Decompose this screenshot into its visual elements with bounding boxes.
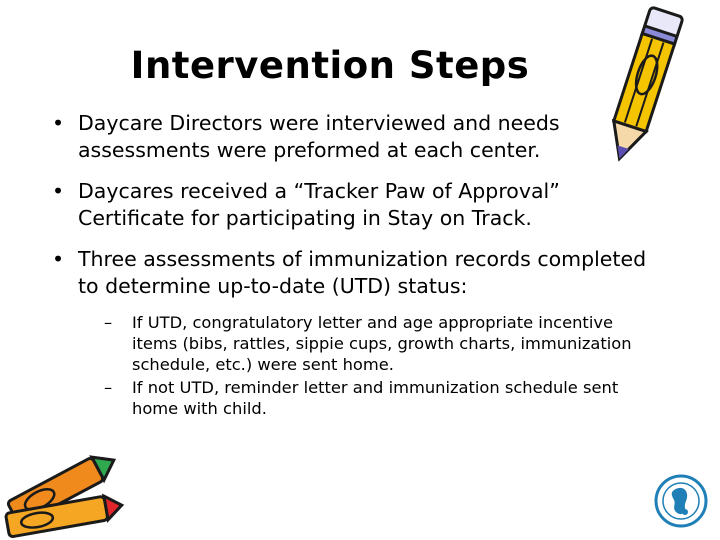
seal-logo-icon bbox=[654, 474, 708, 528]
bullet-text: Three assessments of immunization records completed to determine up-to-date (UTD) status: bbox=[78, 247, 647, 298]
sub-bullet-text: If not UTD, reminder letter and immunization schedule sent home with child. bbox=[132, 378, 619, 418]
bullet-item bbox=[52, 246, 662, 419]
sub-bullet-list bbox=[78, 312, 662, 419]
sub-bullet-marker: – bbox=[104, 378, 113, 397]
bullet-marker: • bbox=[52, 179, 65, 203]
bullet-text: Daycare Directors were interviewed and needs assessments were preformed at each center. bbox=[78, 111, 560, 162]
bullet-marker: • bbox=[52, 247, 65, 271]
bullet-item bbox=[52, 178, 662, 232]
slide-title: Intervention Steps bbox=[130, 44, 530, 87]
crayons-icon bbox=[0, 432, 130, 538]
bullet-text: Daycares received a “Tracker Paw of Approval” Certificate for participating in Stay on Track. bbox=[78, 179, 560, 230]
sub-bullet-text: If UTD, congratulatory letter and age appropriate incentive items (bibs, rattles, sippie cups, growth charts, immunization schedule, etc.) were sent home. bbox=[132, 313, 632, 374]
sub-bullet-marker: – bbox=[104, 313, 113, 332]
bullet-list bbox=[52, 110, 662, 433]
sub-bullet-item bbox=[78, 377, 662, 419]
bullet-marker: • bbox=[52, 111, 65, 135]
bullet-item bbox=[52, 110, 662, 164]
sub-bullet-item bbox=[78, 312, 662, 375]
